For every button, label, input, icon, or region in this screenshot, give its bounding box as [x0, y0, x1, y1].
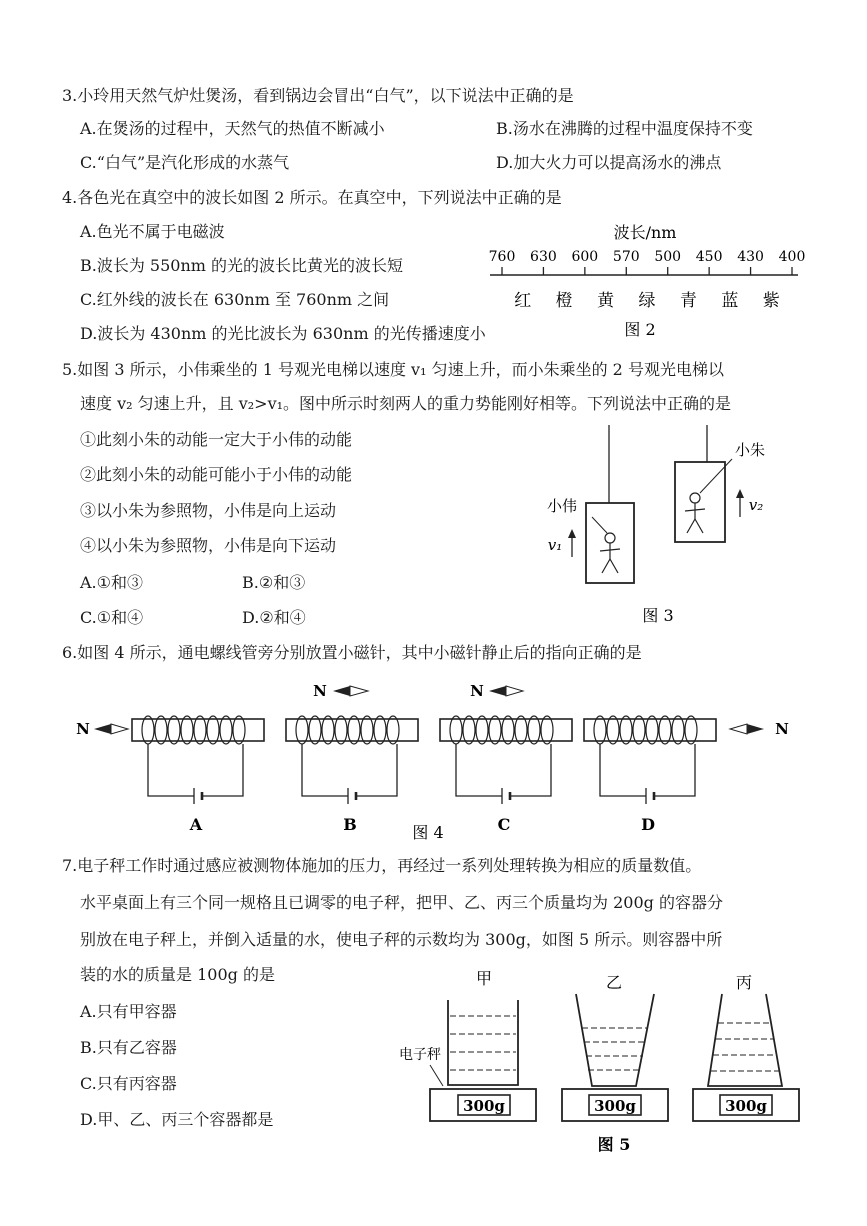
- fig3-caption: 图 3: [642, 606, 674, 625]
- solenoid-B: [286, 716, 418, 804]
- q5-statement-4: ④以小朱为参照物，小伟是向下运动: [80, 536, 337, 555]
- q5-option-a: A.①和③: [80, 573, 143, 592]
- compass-needle-a: [76, 720, 128, 738]
- q7-stem-line4: 装的水的质量是 100g 的是: [80, 965, 275, 984]
- fig2-color-label: 青: [679, 291, 697, 311]
- fig2-color-label: 橙: [555, 291, 573, 311]
- fig2-color-label: 紫: [762, 291, 780, 311]
- label-v1: v₁: [547, 536, 563, 554]
- figure-4-solenoids: [70, 678, 810, 843]
- fig2-tick-label: 450: [695, 249, 723, 265]
- solenoid-D: [584, 716, 716, 804]
- q7-option-a: A.只有甲容器: [80, 1002, 177, 1021]
- q5-option-c: C.①和④: [80, 608, 144, 627]
- label-jia: 甲: [475, 969, 493, 988]
- q4-option-b: B.波长为 550nm 的光的波长比黄光的波长短: [80, 256, 404, 275]
- svg-text:N: N: [775, 720, 789, 738]
- fig2-tick-label: 630: [530, 249, 557, 265]
- fig4-caption: 图 4: [412, 823, 444, 842]
- q3-stem: 3.小玲用天然气炉灶煲汤，看到锅边会冒出“白气”，以下说法中正确的是: [62, 86, 574, 105]
- q7-stem-line3: 别放在电子秤上，并倒入适量的水，使电子秤的示数均为 300g，如图 5 所示。则容器中所: [80, 930, 723, 949]
- q7-stem-line2: 水平桌面上有三个同一规格且已调零的电子秤，把甲、乙、丙三个质量均为 200g 的容器分: [80, 893, 723, 912]
- reading-bing: 300g: [725, 1097, 767, 1115]
- label-v2: v₂: [748, 496, 764, 514]
- solenoid-C: [440, 716, 572, 804]
- fig2-color-label: 红: [514, 291, 532, 311]
- q3-option-b: B.汤水在沸腾的过程中温度保持不变: [496, 119, 753, 138]
- solenoid-A: [132, 716, 264, 804]
- fig4-option-label: B: [343, 815, 357, 834]
- label-scale: 电子秤: [399, 1047, 441, 1063]
- q5-stem-line1: 5.如图 3 所示，小伟乘坐的 1 号观光电梯以速度 v₁ 匀速上升，而小朱乘坐的 2 号观光电梯以: [62, 360, 724, 379]
- q6-stem: 6.如图 4 所示，通电螺线管旁分别放置小磁针，其中小磁针静止后的指向正确的是: [62, 643, 642, 662]
- q7-stem-line1: 7.电子秤工作时通过感应被测物体施加的压力，再经过一系列处理转换为相应的质量数值。: [62, 856, 702, 875]
- figure-3-elevators: [530, 425, 800, 630]
- fig2-caption: 图 2: [624, 320, 656, 339]
- svg-text:N: N: [313, 682, 327, 700]
- reading-jia: 300g: [463, 1097, 505, 1115]
- fig4-option-label: A: [189, 815, 203, 834]
- q5-statement-1: ①此刻小朱的动能一定大于小伟的动能: [80, 430, 353, 449]
- fig2-tick-label: 600: [571, 249, 599, 265]
- fig2-tick-label: 500: [654, 249, 682, 265]
- fig2-color-label: 黄: [597, 291, 615, 311]
- label-xiaowei: 小伟: [546, 497, 578, 515]
- q7-option-b: B.只有乙容器: [80, 1038, 177, 1057]
- fig2-tick-label: 400: [778, 249, 806, 265]
- q5-option-d: D.②和④: [242, 608, 306, 627]
- svg-text:N: N: [470, 682, 484, 700]
- fig5-caption: 图 5: [597, 1135, 631, 1154]
- q3-option-d: D.加大火力可以提高汤水的沸点: [496, 153, 722, 172]
- compass-needle-c: [470, 682, 523, 700]
- q3-option-a: A.在煲汤的过程中，天然气的热值不断减小: [80, 119, 385, 138]
- q5-stem-line2: 速度 v₂ 匀速上升，且 v₂>v₁。图中所示时刻两人的重力势能刚好相等。下列说法中正确的是: [80, 394, 732, 413]
- compass-needle-b: [313, 682, 368, 700]
- q4-option-d: D.波长为 430nm 的光比波长为 630nm 的光传播速度小: [80, 324, 486, 343]
- fig2-color-label: 蓝: [721, 291, 739, 311]
- label-xiaozhu: 小朱: [734, 441, 766, 459]
- svg-text:N: N: [76, 720, 90, 738]
- q4-stem: 4.各色光在真空中的波长如图 2 所示。在真空中，下列说法中正确的是: [62, 188, 562, 207]
- q5-statement-3: ③以小朱为参照物，小伟是向上运动: [80, 501, 337, 520]
- fig2-title: 波长/nm: [613, 223, 677, 242]
- q5-option-b: B.②和③: [242, 573, 306, 592]
- fig2-tick-label: 570: [612, 249, 640, 265]
- q4-option-a: A.色光不属于电磁波: [80, 222, 225, 241]
- fig4-option-label: D: [641, 815, 655, 834]
- figure-2-wavelength-scale: [480, 218, 810, 346]
- reading-yi: 300g: [594, 1097, 636, 1115]
- fig4-option-label: C: [497, 815, 511, 834]
- fig2-tick-label: 430: [737, 249, 764, 265]
- figure-5-containers: [390, 962, 810, 1162]
- person-xiaozhu: [685, 493, 705, 533]
- person-xiaowei: [600, 533, 620, 573]
- q7-option-d: D.甲、乙、丙三个容器都是: [80, 1110, 274, 1129]
- q7-option-c: C.只有丙容器: [80, 1074, 177, 1093]
- compass-needle-d: [730, 720, 789, 738]
- q3-option-c: C.“白气”是汽化形成的水蒸气: [80, 153, 290, 172]
- fig2-color-label: 绿: [638, 291, 656, 311]
- q4-option-c: C.红外线的波长在 630nm 至 760nm 之间: [80, 290, 390, 309]
- label-yi: 乙: [605, 973, 623, 992]
- label-bing: 丙: [735, 973, 753, 992]
- q5-statement-2: ②此刻小朱的动能可能小于小伟的动能: [80, 465, 353, 484]
- fig2-tick-label: 760: [488, 249, 516, 265]
